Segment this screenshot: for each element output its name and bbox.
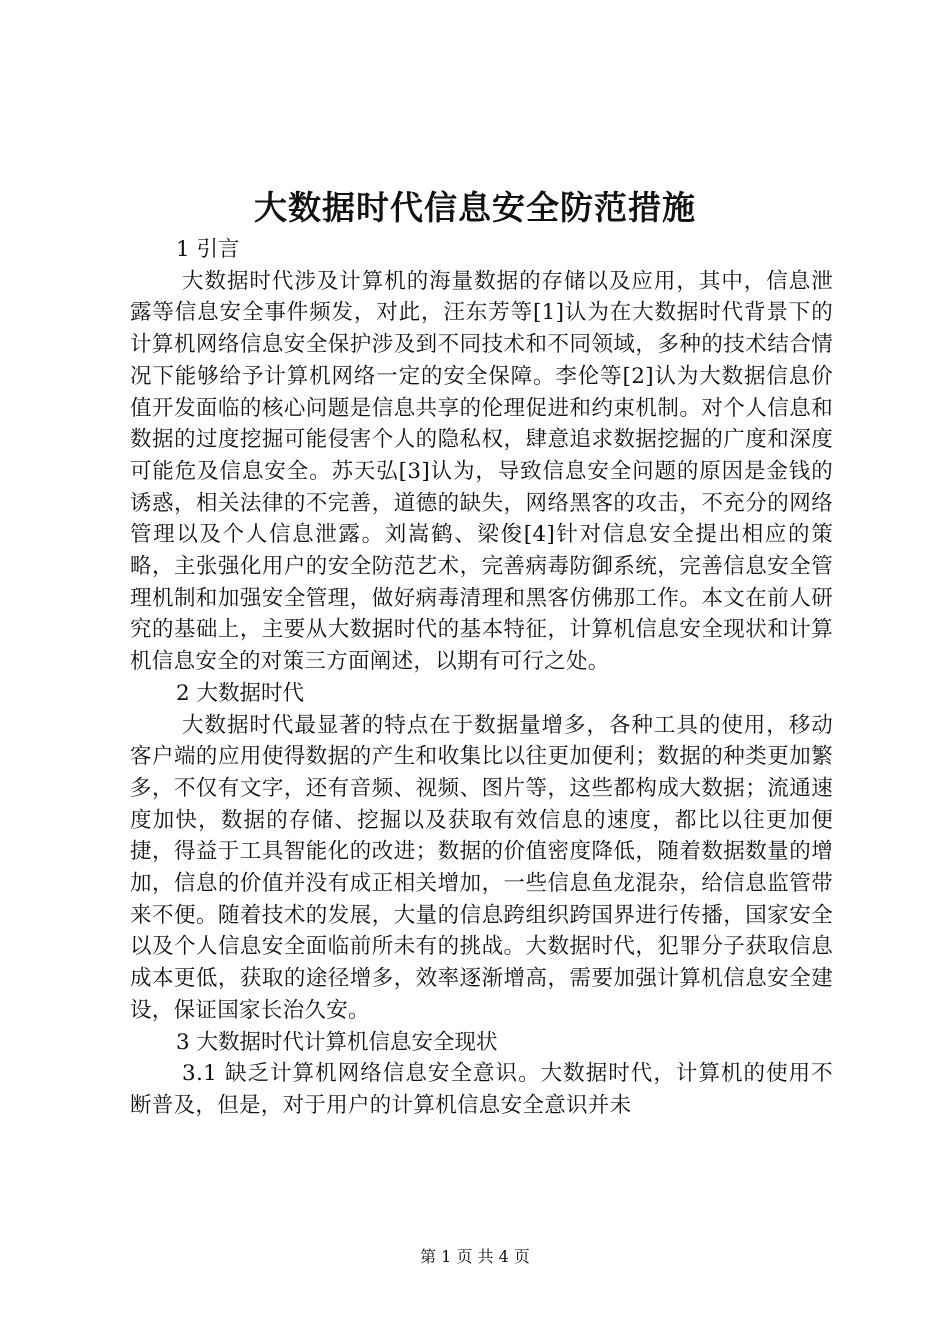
paragraph-security-status: 3.1 缺乏计算机网络信息安全意识。大数据时代，计算机的使用不断普及，但是，对于用户的计算机信息安全意识并未	[130, 1061, 833, 1118]
section-heading-introduction: 1 引言	[176, 237, 240, 262]
paragraph-introduction: 大数据时代涉及计算机的海量数据的存储以及应用，其中，信息泄露等信息安全事件频发，对此，汪东芳等[1]认为在大数据时代背景下的计算机网络信息安全保护涉及到不同技术和不同领域，多种的技术结合情况下能够给予计算机网络一定的安全保障。李伦等[2]认为大数据信息价值开发面临的核心问题是信息共享的伦理促进和约束机制。对个人信息和数据的过度挖掘可能侵害个人的隐私权，肆意追求数据挖掘的广度和深度可能危及信息安全。苏天弘[3]认为，导致信息安全问题的原因是金钱的诱惑，相关法律的不完善，道德的缺失，网络黑客的攻击，不充分的网络管理以及个人信息泄露。刘嵩鹤、梁俊[4]针对信息安全提出相应的策略，主张强化用户的安全防范艺术，完善病毒防御系统，完善信息安全管理机制和加强安全管理，做好病毒清理和黑客仿佛那工作。本文在前人研究的基础上，主要从大数据时代的基本特征，计算机信息安全现状和计算机信息安全的对策三方面阐述，以期有可行之处。	[130, 268, 833, 675]
section-heading-big-data-era: 2 大数据时代	[176, 680, 305, 706]
page-title: 大数据时代信息安全防范措施	[254, 188, 696, 227]
paragraph-big-data-era: 大数据时代最显著的特点在于数据量增多，各种工具的使用，移动客户端的应用使得数据的产生和收集比以往更加便利；数据的种类更加繁多，不仅有文字，还有音频、视频、图片等，这些都构成大数据；流通速度加快，数据的存储、挖掘以及获取有效信息的速度，都比以往更加便捷，得益于工具智能化的改进；数据的价值密度降低，随着数据数量的增加，信息的价值并没有成正相关增加，一些信息鱼龙混杂，给信息监管带来不便。随着技术的发展，大量的信息跨组织跨国界进行传播，国家安全以及个人信息安全面临前所未有的挑战。大数据时代，犯罪分子获取信息成本更低，获取的途径增多，效率逐渐增高，需要加强计算机信息安全建设，保证国家长治久安。	[130, 712, 833, 1023]
page-footer: 第 1 页 共 4 页	[420, 1247, 530, 1266]
document-body	[130, 234, 833, 1122]
section-heading-security-status: 3 大数据时代计算机信息安全现状	[176, 1029, 498, 1055]
